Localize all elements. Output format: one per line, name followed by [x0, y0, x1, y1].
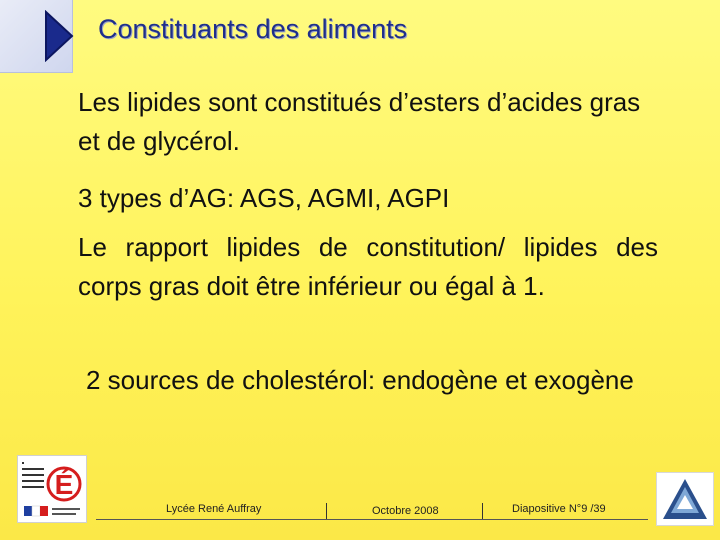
triangle-logo [656, 472, 714, 526]
footer-separator [326, 503, 327, 519]
paragraph-ag-types: 3 types d’AG: AGS, AGMI, AGPI [78, 183, 450, 213]
slide-title: Constituants des aliments [98, 14, 408, 44]
corner-decoration [0, 0, 73, 73]
footer-school: Lycée René Auffray [166, 503, 262, 515]
svg-text:É: É [54, 469, 74, 500]
footer-date: Octobre 2008 [372, 505, 439, 517]
footer-separator [482, 503, 483, 519]
paragraph-cholesterol-text: 2 sources de cholestérol: endogène et exogène [86, 365, 634, 395]
paragraph-ratio: Le rapport lipides de constitution/ lipides des corps gras doit être inférieur ou égal à 1. [78, 232, 658, 301]
education-ministry-logo [17, 455, 87, 523]
paragraph-cholesterol [78, 361, 660, 400]
play-triangle-icon [44, 10, 74, 62]
footer-slide-number: Diapositive N°9 /39 [512, 503, 606, 515]
paragraph-lipids: Les lipides sont constitués d’esters d’acides gras et de glycérol. [78, 87, 641, 156]
footer-divider [96, 519, 648, 520]
